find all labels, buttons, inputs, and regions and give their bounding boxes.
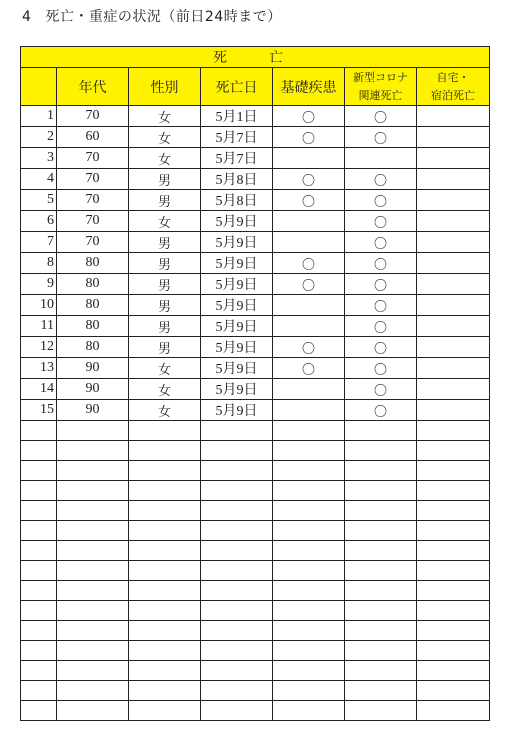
row-number	[21, 681, 57, 701]
table-row	[21, 621, 490, 641]
sex-cell: 女	[129, 358, 201, 379]
row-number: 1	[21, 106, 57, 127]
row-number	[21, 541, 57, 561]
corona-related-cell: 〇	[345, 169, 417, 190]
sex-cell: 女	[129, 106, 201, 127]
age-cell	[57, 541, 129, 561]
row-number: 3	[21, 148, 57, 169]
home-death-cell	[417, 337, 490, 358]
underlying-disease-cell	[273, 461, 345, 481]
header-home-line1: 自宅・	[436, 70, 470, 84]
table-row	[21, 661, 490, 681]
corona-related-cell: 〇	[345, 337, 417, 358]
row-number	[21, 641, 57, 661]
row-number: 8	[21, 253, 57, 274]
death-date-cell	[201, 561, 273, 581]
age-cell	[57, 441, 129, 461]
home-death-cell	[417, 661, 490, 681]
age-cell: 70	[57, 232, 129, 253]
sex-cell	[129, 501, 201, 521]
underlying-disease-cell	[273, 641, 345, 661]
page-heading	[22, 6, 282, 26]
corona-related-cell	[345, 521, 417, 541]
home-death-cell	[417, 541, 490, 561]
death-date-cell: 5月8日	[201, 169, 273, 190]
underlying-disease-cell	[273, 295, 345, 316]
table-row	[21, 379, 490, 400]
row-number: 12	[21, 337, 57, 358]
sex-cell	[129, 641, 201, 661]
underlying-disease-cell	[273, 400, 345, 421]
table-row	[21, 253, 490, 274]
home-death-cell	[417, 316, 490, 337]
table-row	[21, 601, 490, 621]
underlying-disease-cell: 〇	[273, 106, 345, 127]
underlying-disease-cell	[273, 521, 345, 541]
underlying-disease-cell	[273, 661, 345, 681]
home-death-cell	[417, 295, 490, 316]
death-date-cell: 5月9日	[201, 274, 273, 295]
section-number: 4	[22, 9, 32, 25]
sex-cell: 女	[129, 127, 201, 148]
sex-cell: 男	[129, 337, 201, 358]
death-date-cell	[201, 661, 273, 681]
corona-related-cell: 〇	[345, 358, 417, 379]
row-number	[21, 561, 57, 581]
row-number: 7	[21, 232, 57, 253]
home-death-cell	[417, 621, 490, 641]
header-sex: 性別	[129, 68, 201, 106]
death-date-cell	[201, 621, 273, 641]
table-row	[21, 127, 490, 148]
age-cell	[57, 701, 129, 721]
home-death-cell	[417, 421, 490, 441]
death-date-cell: 5月9日	[201, 379, 273, 400]
header-home-death	[417, 68, 490, 106]
sex-cell: 男	[129, 232, 201, 253]
header-age: 年代	[57, 68, 129, 106]
age-cell	[57, 521, 129, 541]
row-number: 9	[21, 274, 57, 295]
corona-related-cell	[345, 501, 417, 521]
underlying-disease-cell	[273, 601, 345, 621]
sex-cell	[129, 701, 201, 721]
death-date-cell: 5月9日	[201, 253, 273, 274]
sex-cell	[129, 541, 201, 561]
underlying-disease-cell	[273, 421, 345, 441]
underlying-disease-cell	[273, 581, 345, 601]
age-cell	[57, 461, 129, 481]
age-cell	[57, 681, 129, 701]
corona-related-cell	[345, 581, 417, 601]
corona-related-cell: 〇	[345, 253, 417, 274]
death-date-cell	[201, 481, 273, 501]
table-body	[21, 106, 490, 721]
sex-cell: 男	[129, 295, 201, 316]
table-row	[21, 232, 490, 253]
underlying-disease-cell	[273, 148, 345, 169]
corona-related-cell	[345, 561, 417, 581]
table-header-row	[21, 68, 490, 106]
death-date-cell: 5月9日	[201, 358, 273, 379]
row-number	[21, 701, 57, 721]
home-death-cell	[417, 253, 490, 274]
home-death-cell	[417, 561, 490, 581]
header-death-date: 死亡日	[201, 68, 273, 106]
sex-cell: 女	[129, 400, 201, 421]
corona-related-cell	[345, 441, 417, 461]
home-death-cell	[417, 211, 490, 232]
corona-related-cell	[345, 661, 417, 681]
sex-cell	[129, 681, 201, 701]
death-date-cell	[201, 701, 273, 721]
corona-related-cell: 〇	[345, 400, 417, 421]
corona-related-cell	[345, 641, 417, 661]
death-date-cell: 5月9日	[201, 400, 273, 421]
sex-cell	[129, 461, 201, 481]
header-corona-line1: 新型コロナ	[353, 70, 408, 84]
age-cell: 70	[57, 148, 129, 169]
sex-cell: 男	[129, 253, 201, 274]
underlying-disease-cell	[273, 701, 345, 721]
underlying-disease-cell	[273, 232, 345, 253]
underlying-disease-cell	[273, 681, 345, 701]
underlying-disease-cell	[273, 621, 345, 641]
age-cell: 70	[57, 169, 129, 190]
row-number	[21, 661, 57, 681]
death-date-cell	[201, 541, 273, 561]
table-title: 死 亡	[21, 47, 490, 68]
home-death-cell	[417, 274, 490, 295]
corona-related-cell: 〇	[345, 190, 417, 211]
row-number: 15	[21, 400, 57, 421]
home-death-cell	[417, 681, 490, 701]
death-date-cell: 5月1日	[201, 106, 273, 127]
corona-related-cell	[345, 681, 417, 701]
row-number: 10	[21, 295, 57, 316]
age-cell	[57, 581, 129, 601]
corona-related-cell: 〇	[345, 127, 417, 148]
underlying-disease-cell	[273, 316, 345, 337]
corona-related-cell: 〇	[345, 211, 417, 232]
underlying-disease-cell	[273, 541, 345, 561]
death-date-cell: 5月9日	[201, 232, 273, 253]
corona-related-cell: 〇	[345, 316, 417, 337]
row-number	[21, 501, 57, 521]
row-number: 6	[21, 211, 57, 232]
corona-related-cell	[345, 461, 417, 481]
death-date-cell	[201, 521, 273, 541]
death-date-cell	[201, 581, 273, 601]
corona-related-cell	[345, 541, 417, 561]
table-row	[21, 461, 490, 481]
row-number	[21, 521, 57, 541]
age-cell: 90	[57, 358, 129, 379]
death-date-cell: 5月9日	[201, 316, 273, 337]
home-death-cell	[417, 521, 490, 541]
corona-related-cell: 〇	[345, 106, 417, 127]
death-date-cell	[201, 681, 273, 701]
home-death-cell	[417, 581, 490, 601]
table-row	[21, 701, 490, 721]
home-death-cell	[417, 148, 490, 169]
underlying-disease-cell: 〇	[273, 358, 345, 379]
row-number	[21, 441, 57, 461]
table-row	[21, 190, 490, 211]
sex-cell	[129, 521, 201, 541]
table-row	[21, 295, 490, 316]
sex-cell: 女	[129, 211, 201, 232]
death-date-cell	[201, 641, 273, 661]
sex-cell	[129, 661, 201, 681]
underlying-disease-cell: 〇	[273, 253, 345, 274]
home-death-cell	[417, 358, 490, 379]
age-cell: 80	[57, 274, 129, 295]
sex-cell	[129, 481, 201, 501]
corona-related-cell: 〇	[345, 232, 417, 253]
age-cell: 80	[57, 295, 129, 316]
death-date-cell	[201, 441, 273, 461]
table-row	[21, 641, 490, 661]
sex-cell: 女	[129, 148, 201, 169]
underlying-disease-cell: 〇	[273, 190, 345, 211]
row-number	[21, 461, 57, 481]
sex-cell: 男	[129, 316, 201, 337]
age-cell	[57, 561, 129, 581]
age-cell: 70	[57, 190, 129, 211]
underlying-disease-cell: 〇	[273, 337, 345, 358]
corona-related-cell	[345, 481, 417, 501]
corona-related-cell: 〇	[345, 274, 417, 295]
home-death-cell	[417, 232, 490, 253]
table-row	[21, 169, 490, 190]
home-death-cell	[417, 190, 490, 211]
row-number: 4	[21, 169, 57, 190]
age-cell	[57, 641, 129, 661]
row-number: 11	[21, 316, 57, 337]
table-row	[21, 421, 490, 441]
table-row	[21, 106, 490, 127]
home-death-cell	[417, 601, 490, 621]
home-death-cell	[417, 701, 490, 721]
row-number: 14	[21, 379, 57, 400]
death-date-cell	[201, 501, 273, 521]
sex-cell: 男	[129, 169, 201, 190]
death-date-cell	[201, 601, 273, 621]
table-row	[21, 521, 490, 541]
deaths-table	[20, 46, 490, 721]
death-date-cell: 5月8日	[201, 190, 273, 211]
corona-related-cell: 〇	[345, 295, 417, 316]
home-death-cell	[417, 379, 490, 400]
corona-related-cell	[345, 601, 417, 621]
table-row	[21, 441, 490, 461]
underlying-disease-cell	[273, 481, 345, 501]
age-cell: 90	[57, 400, 129, 421]
sex-cell	[129, 561, 201, 581]
sex-cell: 女	[129, 379, 201, 400]
death-date-cell	[201, 461, 273, 481]
table-row	[21, 148, 490, 169]
age-cell: 70	[57, 211, 129, 232]
header-corona-related	[345, 68, 417, 106]
table-row	[21, 358, 490, 379]
death-date-cell: 5月9日	[201, 211, 273, 232]
row-number	[21, 421, 57, 441]
age-cell	[57, 661, 129, 681]
row-number: 13	[21, 358, 57, 379]
age-cell	[57, 501, 129, 521]
sex-cell	[129, 581, 201, 601]
age-cell	[57, 481, 129, 501]
table-title-row	[21, 47, 490, 68]
table-row	[21, 541, 490, 561]
underlying-disease-cell: 〇	[273, 127, 345, 148]
home-death-cell	[417, 127, 490, 148]
death-date-cell: 5月7日	[201, 148, 273, 169]
table-row	[21, 561, 490, 581]
home-death-cell	[417, 400, 490, 421]
table-row	[21, 316, 490, 337]
row-number	[21, 481, 57, 501]
death-date-cell	[201, 421, 273, 441]
table-row	[21, 481, 490, 501]
table-row	[21, 501, 490, 521]
age-cell: 80	[57, 253, 129, 274]
sex-cell: 男	[129, 274, 201, 295]
underlying-disease-cell	[273, 379, 345, 400]
table-row	[21, 274, 490, 295]
row-number	[21, 601, 57, 621]
age-cell	[57, 621, 129, 641]
row-number: 5	[21, 190, 57, 211]
death-date-cell: 5月9日	[201, 337, 273, 358]
sex-cell	[129, 441, 201, 461]
header-number-cell	[21, 68, 57, 106]
home-death-cell	[417, 641, 490, 661]
age-cell: 60	[57, 127, 129, 148]
death-date-cell: 5月7日	[201, 127, 273, 148]
death-date-cell: 5月9日	[201, 295, 273, 316]
underlying-disease-cell: 〇	[273, 274, 345, 295]
underlying-disease-cell	[273, 501, 345, 521]
sex-cell: 男	[129, 190, 201, 211]
row-number: 2	[21, 127, 57, 148]
underlying-disease-cell: 〇	[273, 169, 345, 190]
sex-cell	[129, 421, 201, 441]
age-cell	[57, 421, 129, 441]
table-row	[21, 581, 490, 601]
home-death-cell	[417, 501, 490, 521]
age-cell: 90	[57, 379, 129, 400]
home-death-cell	[417, 169, 490, 190]
home-death-cell	[417, 441, 490, 461]
underlying-disease-cell	[273, 211, 345, 232]
table-row	[21, 681, 490, 701]
home-death-cell	[417, 481, 490, 501]
corona-related-cell	[345, 421, 417, 441]
header-underlying-disease: 基礎疾患	[273, 68, 345, 106]
row-number	[21, 581, 57, 601]
home-death-cell	[417, 461, 490, 481]
corona-related-cell: 〇	[345, 379, 417, 400]
corona-related-cell	[345, 148, 417, 169]
row-number	[21, 621, 57, 641]
corona-related-cell	[345, 621, 417, 641]
corona-related-cell	[345, 701, 417, 721]
age-cell: 80	[57, 316, 129, 337]
home-death-cell	[417, 106, 490, 127]
header-home-line2: 宿泊死亡	[431, 88, 475, 102]
sex-cell	[129, 621, 201, 641]
section-title: 死亡・重症の状況（前日24時まで）	[45, 9, 282, 25]
table-row	[21, 337, 490, 358]
sex-cell	[129, 601, 201, 621]
header-corona-line2: 関連死亡	[358, 88, 403, 102]
table-row	[21, 211, 490, 232]
age-cell: 80	[57, 337, 129, 358]
age-cell	[57, 601, 129, 621]
age-cell: 70	[57, 106, 129, 127]
table-row	[21, 400, 490, 421]
underlying-disease-cell	[273, 561, 345, 581]
underlying-disease-cell	[273, 441, 345, 461]
